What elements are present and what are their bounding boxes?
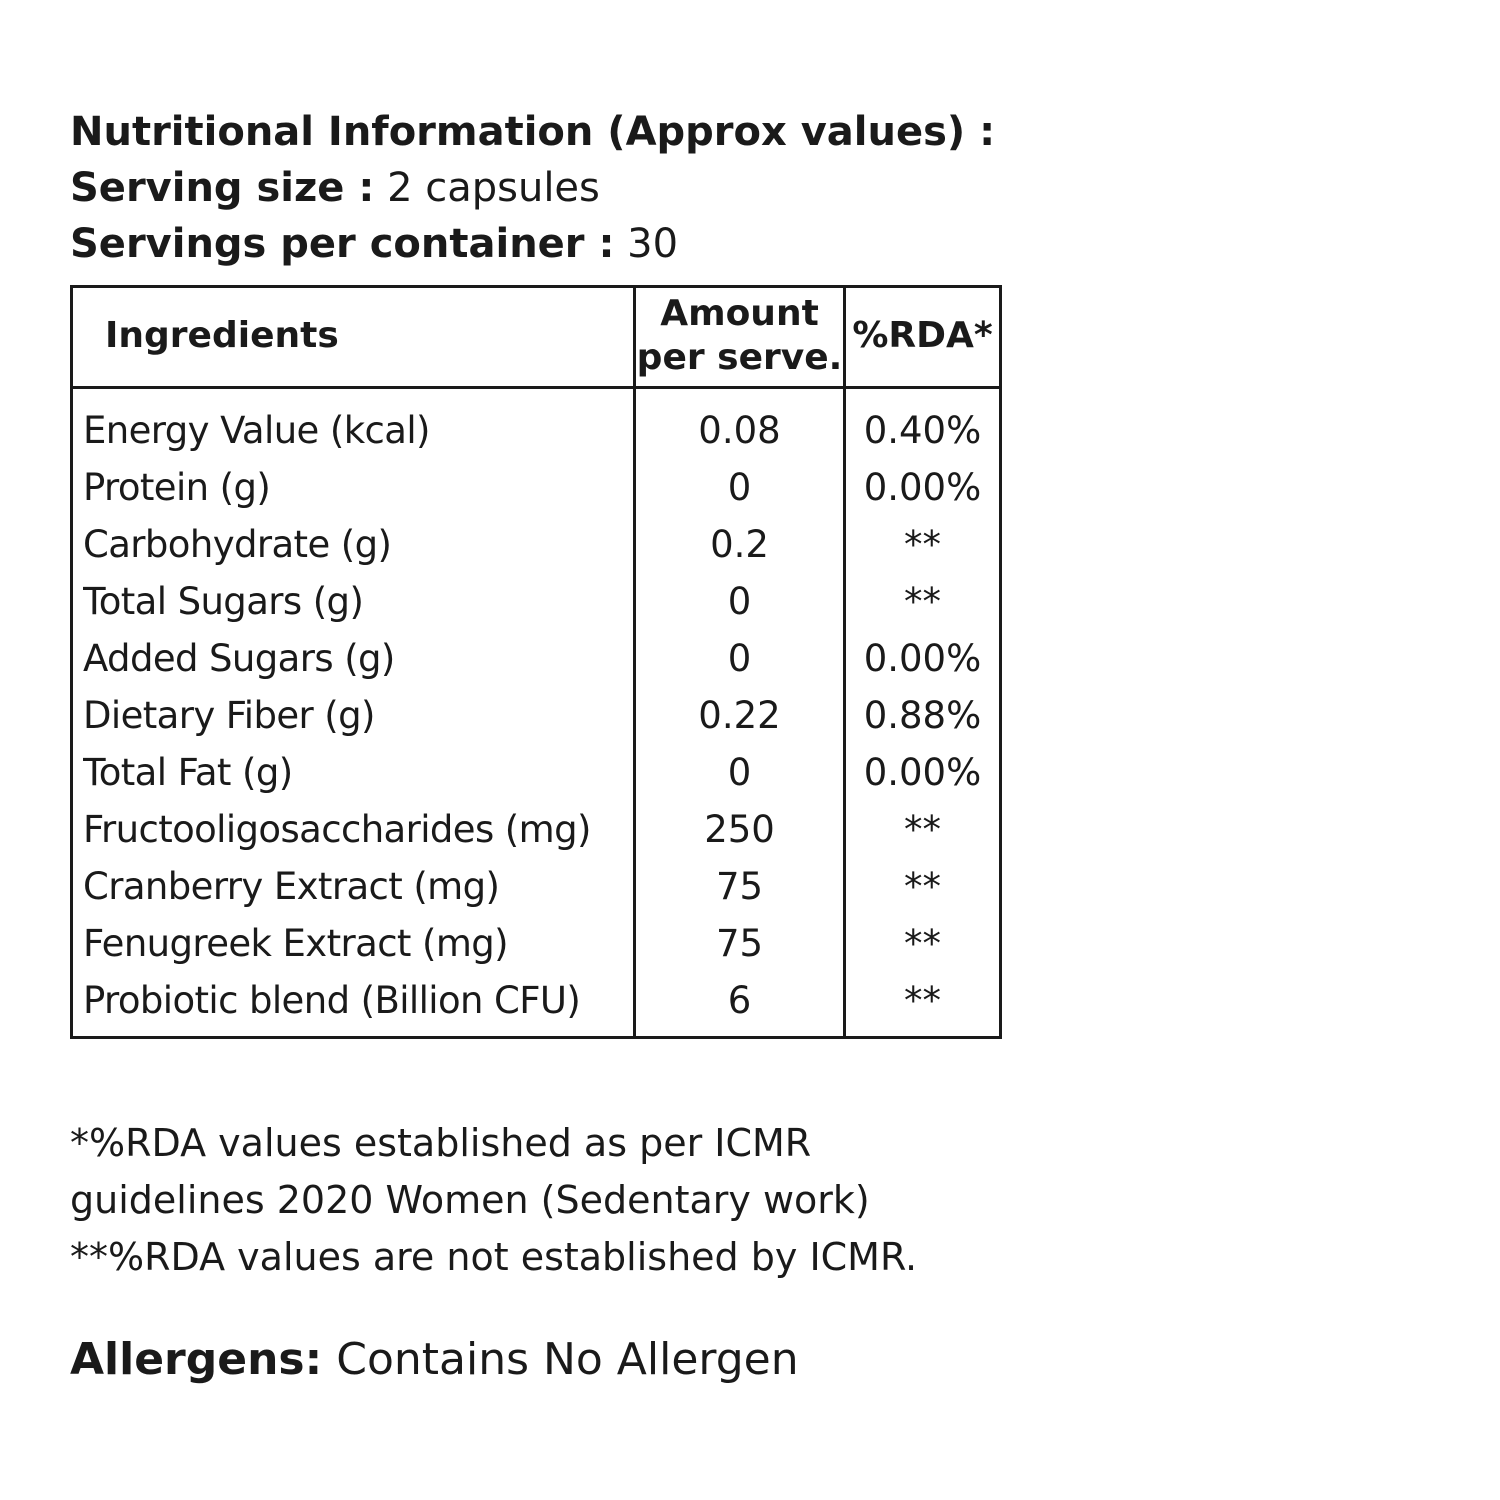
footnote-rda-guidelines: guidelines 2020 Women (Sedentary work) (70, 1178, 870, 1222)
ingredient-name: Added Sugars (g) (83, 637, 395, 680)
ingredient-amount: 6 (727, 979, 752, 1022)
servings-per-container-label: Servings per container : (70, 221, 615, 267)
footnotes (70, 1115, 1170, 1286)
ingredient-amount: 75 (715, 922, 764, 965)
ingredient-name: Dietary Fiber (g) (83, 694, 375, 737)
ingredient-name: Probiotic blend (Billion CFU) (83, 979, 581, 1022)
serving-size-label: Serving size : (70, 165, 375, 211)
table-row (73, 459, 999, 516)
ingredient-rda: ** (904, 979, 941, 1022)
ingredient-rda: ** (904, 580, 941, 623)
ingredient-rda: 0.40% (863, 409, 982, 452)
servings-per-container-value: 30 (627, 221, 679, 267)
ingredient-amount: 0 (727, 580, 752, 623)
allergens-value: Contains No Allergen (336, 1334, 799, 1385)
allergens-statement (70, 1330, 799, 1390)
ingredient-rda: ** (904, 922, 941, 965)
column-header-rda: %RDA* (852, 315, 993, 356)
table-row (73, 516, 999, 573)
ingredient-amount: 0.22 (698, 694, 781, 737)
table-row (73, 915, 999, 972)
ingredient-name: Carbohydrate (g) (83, 523, 392, 566)
serving-size-value: 2 capsules (387, 165, 600, 211)
table-body (73, 402, 999, 1029)
ingredient-amount: 75 (715, 865, 764, 908)
column-header-amount (636, 292, 843, 380)
column-header-ingredients: Ingredients (105, 315, 339, 356)
footnote-rda-established: *%RDA values established as per ICMR (70, 1121, 812, 1165)
ingredient-amount: 0.2 (710, 523, 769, 566)
serving-size-line (70, 160, 1170, 216)
ingredient-name: Fructooligosaccharides (mg) (83, 808, 591, 851)
column-header-amount-line1: Amount (660, 293, 819, 334)
ingredient-name: Protein (g) (83, 466, 271, 509)
table-row (73, 687, 999, 744)
ingredient-name: Total Sugars (g) (83, 580, 364, 623)
ingredient-rda: 0.00% (863, 751, 982, 794)
ingredient-amount: 0 (727, 637, 752, 680)
table-row (73, 744, 999, 801)
servings-per-container-line (70, 216, 1170, 272)
table-row (73, 573, 999, 630)
table-row (73, 972, 999, 1029)
ingredient-amount: 0 (727, 751, 752, 794)
ingredient-rda: 0.88% (863, 694, 982, 737)
ingredient-rda: ** (904, 808, 941, 851)
header-divider (73, 386, 999, 389)
ingredient-amount: 0.08 (698, 409, 781, 452)
ingredient-name: Total Fat (g) (83, 751, 293, 794)
ingredient-rda: ** (904, 523, 941, 566)
ingredient-rda: 0.00% (863, 466, 982, 509)
ingredient-amount: 0 (727, 466, 752, 509)
nutrition-table (70, 285, 1002, 1039)
table-row (73, 801, 999, 858)
ingredient-name: Energy Value (kcal) (83, 409, 430, 452)
table-row (73, 630, 999, 687)
footnote-rda-not-established: **%RDA values are not established by ICMR. (70, 1235, 918, 1279)
table-row (73, 858, 999, 915)
page-title: Nutritional Information (Approx values) : (70, 109, 996, 155)
ingredient-rda: 0.00% (863, 637, 982, 680)
ingredient-rda: ** (904, 865, 941, 908)
allergens-label: Allergens: (70, 1334, 323, 1385)
ingredient-name: Fenugreek Extract (mg) (83, 922, 509, 965)
table-row (73, 402, 999, 459)
ingredient-amount: 250 (704, 808, 775, 851)
column-header-amount-line2: per serve. (636, 337, 843, 378)
nutrition-header (70, 104, 1170, 272)
ingredient-name: Cranberry Extract (mg) (83, 865, 500, 908)
